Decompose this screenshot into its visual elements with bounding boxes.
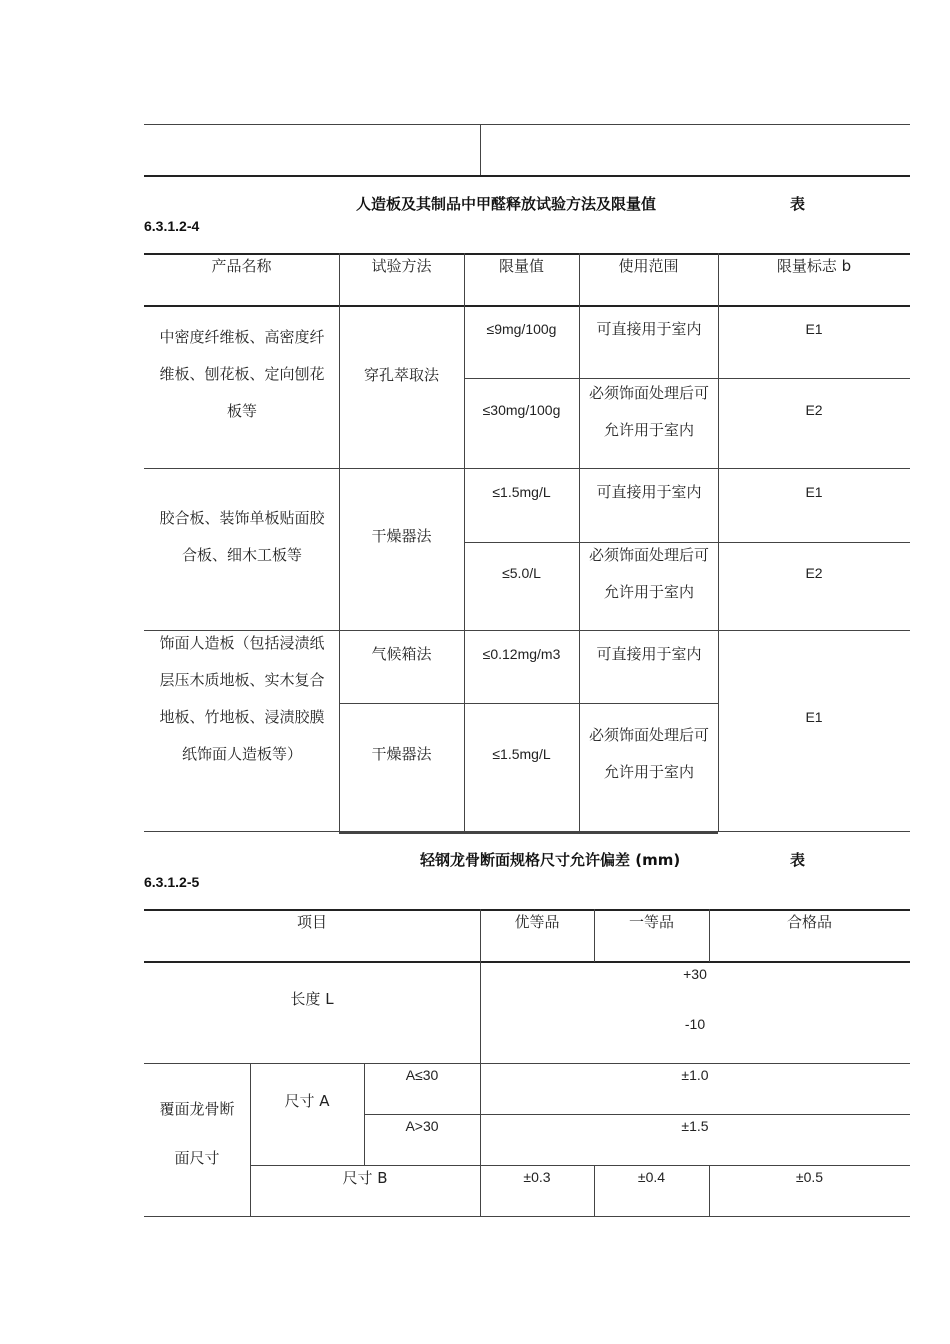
method-cell: 干燥器法 — [371, 745, 432, 763]
limit-cell: ≤1.5mg/L — [492, 484, 551, 500]
mark-cell: E2 — [805, 402, 823, 418]
mark-cell: E1 — [805, 709, 823, 725]
table4-number: 6.3.1.2-4 — [144, 218, 200, 234]
length-label: 长度 L — [290, 990, 334, 1008]
product-cell: 饰面人造板（包括浸渍纸层压木质地板、实木复合地板、竹地板、浸渍胶膜纸饰面人造板等） — [159, 634, 325, 763]
scope-cell: 可直接用于室内 — [596, 320, 702, 338]
limit-cell: ≤9mg/100g — [486, 321, 557, 337]
size-b-first-class: ±0.4 — [637, 1169, 666, 1185]
size-b-label: 尺寸 B — [342, 1169, 388, 1187]
header-scope: 使用范围 — [618, 257, 679, 275]
scope-cell: 可直接用于室内 — [596, 483, 702, 501]
header-test-method: 试验方法 — [371, 257, 432, 275]
scope-cell: 可直接用于室内 — [596, 645, 702, 663]
size-b-qualified: ±0.5 — [795, 1169, 824, 1185]
scope-cell: 必须饰面处理后可允许用于室内 — [588, 546, 709, 601]
method-cell: 干燥器法 — [371, 527, 432, 545]
limit-cell: ≤5.0/L — [502, 565, 541, 581]
a-small-value: ±1.0 — [681, 1067, 709, 1083]
product-cell: 中密度纤维板、高密度纤维板、刨花板、定向刨花板等 — [159, 328, 325, 420]
method-cell: 穿孔萃取法 — [363, 366, 439, 384]
mark-cell: E1 — [805, 484, 823, 500]
header-item: 项目 — [296, 913, 327, 931]
scope-cell: 必须饰面处理后可允许用于室内 — [588, 726, 709, 781]
method-cell: 气候箱法 — [371, 645, 432, 663]
table5-caption: 轻钢龙骨断面规格尺寸允许偏差 (mm) — [420, 851, 681, 869]
limit-cell: ≤1.5mg/L — [492, 746, 551, 762]
a-large-label: A>30 — [405, 1118, 439, 1134]
length-minus-value: -10 — [684, 1016, 706, 1032]
length-plus-value: +30 — [683, 966, 707, 982]
a-large-value: ±1.5 — [681, 1118, 709, 1134]
header-product-name: 产品名称 — [211, 257, 272, 275]
header-first-class: 一等品 — [628, 913, 674, 931]
table5-caption-suffix: 表 — [790, 851, 806, 869]
mark-cell: E2 — [805, 565, 823, 581]
header-mark: 限量标志 b — [776, 257, 852, 275]
table5-number: 6.3.1.2-5 — [144, 874, 200, 890]
header-premium: 优等品 — [514, 913, 560, 931]
limit-cell: ≤0.12mg/m3 — [482, 646, 561, 662]
mark-cell: E1 — [805, 321, 823, 337]
limit-cell: ≤30mg/100g — [482, 402, 561, 418]
table4-caption-suffix: 表 — [790, 195, 806, 213]
a-small-label: A≤30 — [405, 1067, 439, 1083]
scope-cell: 必须饰面处理后可允许用于室内 — [588, 384, 709, 439]
size-b-premium: ±0.3 — [523, 1169, 551, 1185]
table4-caption: 人造板及其制品中甲醛释放试验方法及限量值 — [356, 195, 657, 213]
header-qualified: 合格品 — [786, 913, 832, 931]
header-limit: 限量值 — [498, 257, 544, 275]
section-size-label: 覆面龙骨断面尺寸 — [159, 1100, 235, 1167]
product-cell: 胶合板、装饰单板贴面胶合板、细木工板等 — [159, 509, 325, 564]
size-a-label: 尺寸 A — [284, 1092, 330, 1110]
